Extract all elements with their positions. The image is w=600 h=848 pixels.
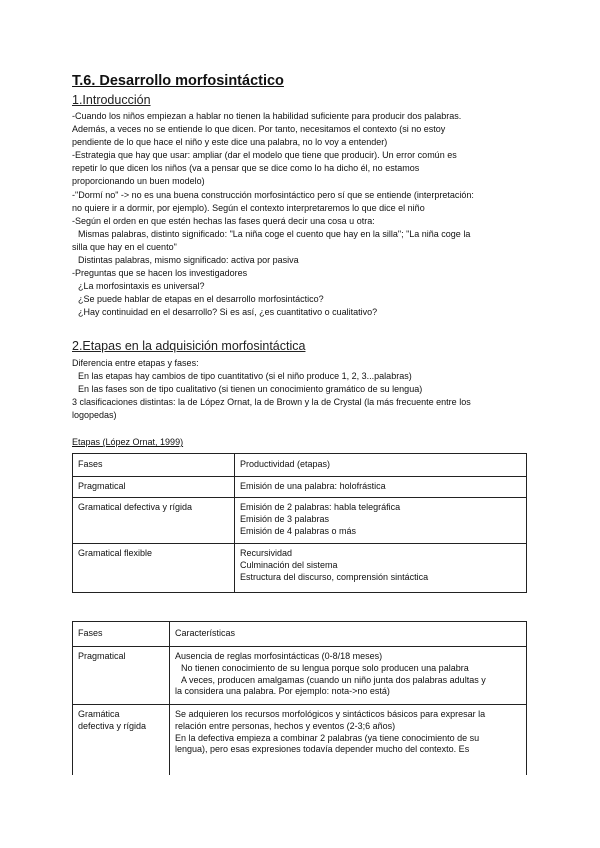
text-line: -Cuando los niños empiezan a hablar no tienen la habilidad suficiente para producir dos palabras. [72, 111, 462, 121]
table-cell-caracteristicas [170, 647, 527, 705]
table-cell-productividad [235, 544, 527, 593]
table-header-cell: Productividad (etapas) [235, 454, 527, 477]
cell-line: Emisión de 2 palabras: habla telegráfica [240, 502, 401, 512]
section-heading-etapas: 2.Etapas en la adquisición morfosintáctica [72, 339, 306, 353]
table-cell-fase [73, 705, 170, 776]
cell-line: defectiva y rígida [78, 720, 147, 731]
table-cell-fase: Pragmatical [73, 477, 235, 498]
text-line: no quiere ir a dormir, por ejemplo). Según el contexto interpretaremos lo que dice el niño [72, 202, 425, 213]
cell-line: A veces, producen amalgamas (cuando un niño junta dos palabras adultas y [181, 674, 486, 685]
cell-line: relación entre personas, hechos y eventos (2-3;6 años) [175, 720, 396, 731]
cell-line: Gramática [78, 709, 120, 719]
table-row [73, 544, 527, 593]
text-line: repetir lo que dicen los niños (va a pensar que se dice como lo ha dicho él, no estamos [72, 163, 420, 174]
text-line: ¿La morfosintaxis es universal? [78, 281, 205, 292]
section-heading-introduccion: 1.Introducción [72, 93, 151, 107]
text-line: Distintas palabras, mismo significado: activa por pasiva [78, 255, 299, 266]
table-header-cell: Fases [73, 454, 235, 477]
cell-line: Se adquieren los recursos morfológicos y sintácticos básicos para expresar la [175, 709, 486, 719]
table-cell-productividad [235, 477, 527, 498]
text-line: En las etapas hay cambios de tipo cuantitativo (si el niño produce 1, 2, 3...palabras) [78, 371, 412, 382]
cell-line: Emisión de una palabra: holofrástica [240, 481, 386, 491]
cell-line: En la defectiva empieza a combinar 2 palabras (ya tiene conocimiento de su [175, 732, 480, 743]
table-cell-productividad [235, 498, 527, 544]
table-cell-fase: Gramatical defectiva y rígida [73, 498, 235, 544]
table-cell-caracteristicas [170, 705, 527, 776]
table-header-row [73, 454, 527, 477]
text-line: ¿Se puede hablar de etapas en el desarrollo morfosintáctico? [78, 294, 324, 305]
section-etapas-body [72, 357, 532, 422]
cell-line: Recursividad [240, 548, 293, 558]
text-line: 3 clasificaciones distintas: la de López Ornat, la de Brown y la de Crystal (la más frecuente entre los [72, 397, 471, 408]
text-line: -Según el orden en que estén hechas las fases querá decir una cosa u otra: [72, 215, 375, 226]
cell-line: No tienen conocimiento de su lengua porque solo producen una palabra [181, 662, 469, 673]
table-header-cell: Fases [73, 622, 170, 647]
caracteristicas-table [72, 621, 527, 775]
etapas-table [72, 453, 527, 593]
text-line: pendiente de lo que hace el niño y este dice una palabra, no lo voy a entender) [72, 137, 388, 148]
table-caption: Etapas (López Ornat, 1999) [72, 437, 184, 447]
text-line: -Preguntas que se hacen los investigadores [72, 268, 248, 279]
text-line: silla que hay en el cuento" [72, 241, 177, 252]
cell-line: Ausencia de reglas morfosintácticas (0-8/18 meses) [175, 651, 383, 661]
text-line: Diferencia entre etapas y fases: [72, 358, 199, 368]
cell-line: Emisión de 4 palabras o más [240, 525, 357, 536]
table-header-cell: Características [170, 622, 527, 647]
table-cell-fase: Pragmatical [73, 647, 170, 705]
section-introduccion-body [72, 110, 532, 320]
text-line: -"Dormí no" -> no es una buena construcción morfosintáctico pero sí que se entiende (interpretación: [72, 189, 474, 200]
cell-line: Estructura del discurso, comprensión sintáctica [240, 571, 429, 582]
cell-line: la considera una palabra. Por ejemplo: nota->no está) [175, 686, 390, 697]
table-row [73, 498, 527, 544]
table-row [73, 705, 527, 776]
table-row [73, 647, 527, 705]
cell-line: Culminación del sistema [240, 559, 338, 570]
document-title: T.6. Desarrollo morfosintáctico [72, 73, 284, 89]
cell-line: lengua), pero esas expresiones todavía depender mucho del contexto. Es [175, 744, 470, 755]
text-line: logopedas) [72, 410, 117, 421]
text-line: proporcionando un buen modelo) [72, 176, 205, 187]
table-row [73, 477, 527, 498]
table-header-row [73, 622, 527, 647]
cell-line: Emisión de 3 palabras [240, 513, 330, 524]
text-line: ¿Hay continuidad en el desarrollo? Si es así, ¿es cuantitativo o cualitativo? [78, 307, 378, 318]
text-line: Mismas palabras, distinto significado: "La niña coge el cuento que hay en la silla"; "La niña coge la [78, 228, 471, 239]
text-line: En las fases son de tipo cualitativo (si tienen un conocimiento gramático de su lengua) [78, 384, 423, 395]
table-cell-fase: Gramatical flexible [73, 544, 235, 593]
text-line: -Estrategia que hay que usar: ampliar (dar el modelo que tiene que producir). Un error común es [72, 150, 457, 161]
text-line: Además, a veces no se entiende lo que dicen. Por tanto, necesitamos el contexto (si no estoy [72, 124, 446, 135]
